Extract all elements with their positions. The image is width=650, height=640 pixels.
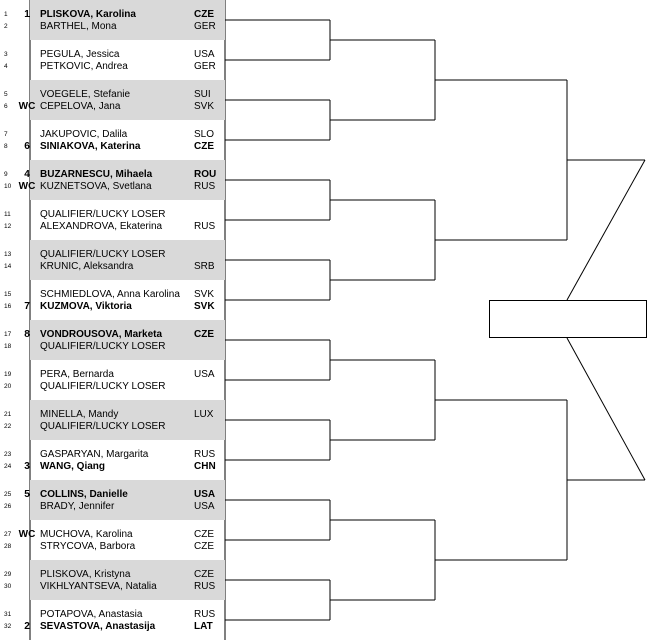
player-country: GER bbox=[194, 21, 216, 32]
draw-number: 22 bbox=[4, 423, 12, 430]
draw-number: 26 bbox=[4, 503, 12, 510]
draw-number: 31 bbox=[4, 611, 12, 618]
player-country: SVK bbox=[194, 289, 215, 300]
draw-number: 12 bbox=[4, 223, 12, 230]
player-name: KUZMOVA, Viktoria bbox=[40, 301, 132, 312]
player-name: PETKOVIC, Andrea bbox=[40, 61, 128, 72]
player-country: GER bbox=[194, 61, 216, 72]
seed-label: 1 bbox=[24, 9, 30, 20]
player-name: PLISKOVA, Kristyna bbox=[40, 569, 131, 580]
player-name: BRADY, Jennifer bbox=[40, 501, 115, 512]
draw-number: 2 bbox=[4, 23, 8, 30]
player-country: CZE bbox=[194, 529, 214, 540]
draw-number: 13 bbox=[4, 251, 12, 258]
player-name: MINELLA, Mandy bbox=[40, 409, 119, 420]
player-name: CEPELOVA, Jana bbox=[40, 101, 121, 112]
draw-number: 6 bbox=[4, 103, 8, 110]
player-name: COLLINS, Danielle bbox=[40, 489, 128, 500]
player-country: CZE bbox=[194, 541, 214, 552]
player-country: USA bbox=[194, 489, 216, 500]
draw-number: 16 bbox=[4, 303, 12, 310]
draw-number: 20 bbox=[4, 383, 12, 390]
seed-label: WC bbox=[18, 181, 36, 192]
draw-number: 19 bbox=[4, 371, 12, 378]
player-name: STRYCOVA, Barbora bbox=[40, 541, 136, 552]
draw-number: 21 bbox=[4, 411, 12, 418]
seed-label: WC bbox=[18, 529, 36, 540]
draw-number: 18 bbox=[4, 343, 12, 350]
bracket-line bbox=[567, 338, 645, 480]
player-country: SVK bbox=[194, 301, 215, 312]
seed-label: 4 bbox=[24, 169, 30, 180]
player-name: JAKUPOVIC, Dalila bbox=[40, 129, 128, 140]
player-name: SINIAKOVA, Katerina bbox=[40, 141, 141, 152]
player-name: QUALIFIER/LUCKY LOSER bbox=[40, 421, 166, 432]
player-name: VONDROUSOVA, Marketa bbox=[40, 329, 163, 340]
player-country: RUS bbox=[194, 449, 216, 460]
winner-box bbox=[489, 300, 647, 338]
seed-label: 5 bbox=[24, 489, 30, 500]
draw-number: 27 bbox=[4, 531, 12, 538]
player-country: CZE bbox=[194, 569, 214, 580]
player-name: VIKHLYANTSEVA, Natalia bbox=[40, 581, 157, 592]
draw-number: 30 bbox=[4, 583, 12, 590]
seed-label: 6 bbox=[24, 141, 30, 152]
player-country: SLO bbox=[194, 129, 215, 140]
player-name: BARTHEL, Mona bbox=[40, 21, 117, 32]
player-country: SRB bbox=[194, 261, 215, 272]
player-name: QUALIFIER/LUCKY LOSER bbox=[40, 341, 166, 352]
player-country: USA bbox=[194, 501, 215, 512]
draw-number: 32 bbox=[4, 623, 12, 630]
player-name: GASPARYAN, Margarita bbox=[40, 449, 149, 460]
player-country: SVK bbox=[194, 101, 215, 112]
player-country: USA bbox=[194, 369, 215, 380]
player-name: PEGULA, Jessica bbox=[40, 49, 120, 60]
player-country: LUX bbox=[194, 409, 214, 420]
player-country: LAT bbox=[194, 621, 213, 632]
draw-number: 7 bbox=[4, 131, 8, 138]
player-name: MUCHOVA, Karolina bbox=[40, 529, 133, 540]
player-name: WANG, Qiang bbox=[40, 461, 105, 472]
draw-number: 4 bbox=[4, 63, 8, 70]
player-name: VOEGELE, Stefanie bbox=[40, 89, 131, 100]
player-country: USA bbox=[194, 49, 215, 60]
seed-label: 7 bbox=[24, 301, 30, 312]
player-name: QUALIFIER/LUCKY LOSER bbox=[40, 209, 166, 220]
draw-number: 9 bbox=[4, 171, 8, 178]
draw-number: 28 bbox=[4, 543, 12, 550]
player-name: SEVASTOVA, Anastasija bbox=[40, 621, 156, 632]
seed-label: WC bbox=[18, 101, 36, 112]
seed-label: 2 bbox=[24, 621, 30, 632]
player-country: CZE bbox=[194, 141, 214, 152]
seed-label: 8 bbox=[24, 329, 30, 340]
draw-number: 10 bbox=[4, 183, 12, 190]
player-name: POTAPOVA, Anastasia bbox=[40, 609, 143, 620]
bracket-line bbox=[567, 160, 645, 300]
player-country: SUI bbox=[194, 89, 211, 100]
draw-number: 24 bbox=[4, 463, 12, 470]
draw-number: 5 bbox=[4, 91, 8, 98]
player-country: CHN bbox=[194, 461, 216, 472]
player-country: RUS bbox=[194, 609, 216, 620]
draw-number: 25 bbox=[4, 491, 12, 498]
draw-number: 29 bbox=[4, 571, 12, 578]
player-country: ROU bbox=[194, 169, 217, 180]
draw-number: 8 bbox=[4, 143, 8, 150]
player-name: ALEXANDROVA, Ekaterina bbox=[40, 221, 163, 232]
player-country: RUS bbox=[194, 581, 216, 592]
player-name: BUZARNESCU, Mihaela bbox=[40, 169, 153, 180]
seed-label: 3 bbox=[24, 461, 30, 472]
draw-number: 3 bbox=[4, 51, 8, 58]
player-name: SCHMIEDLOVA, Anna Karolina bbox=[40, 289, 180, 300]
player-country: RUS bbox=[194, 221, 216, 232]
player-name: QUALIFIER/LUCKY LOSER bbox=[40, 381, 166, 392]
player-name: PERA, Bernarda bbox=[40, 369, 114, 380]
draw-number: 15 bbox=[4, 291, 12, 298]
draw-number: 17 bbox=[4, 331, 12, 338]
player-name: KUZNETSOVA, Svetlana bbox=[40, 181, 152, 192]
player-name: PLISKOVA, Karolina bbox=[40, 9, 136, 20]
player-name: KRUNIC, Aleksandra bbox=[40, 261, 134, 272]
draw-number: 14 bbox=[4, 263, 12, 270]
player-country: RUS bbox=[194, 181, 216, 192]
player-name: QUALIFIER/LUCKY LOSER bbox=[40, 249, 166, 260]
draw-number: 11 bbox=[4, 211, 11, 218]
draw-number: 23 bbox=[4, 451, 12, 458]
player-country: CZE bbox=[194, 329, 214, 340]
player-country: CZE bbox=[194, 9, 214, 20]
draw-number: 1 bbox=[4, 11, 8, 18]
